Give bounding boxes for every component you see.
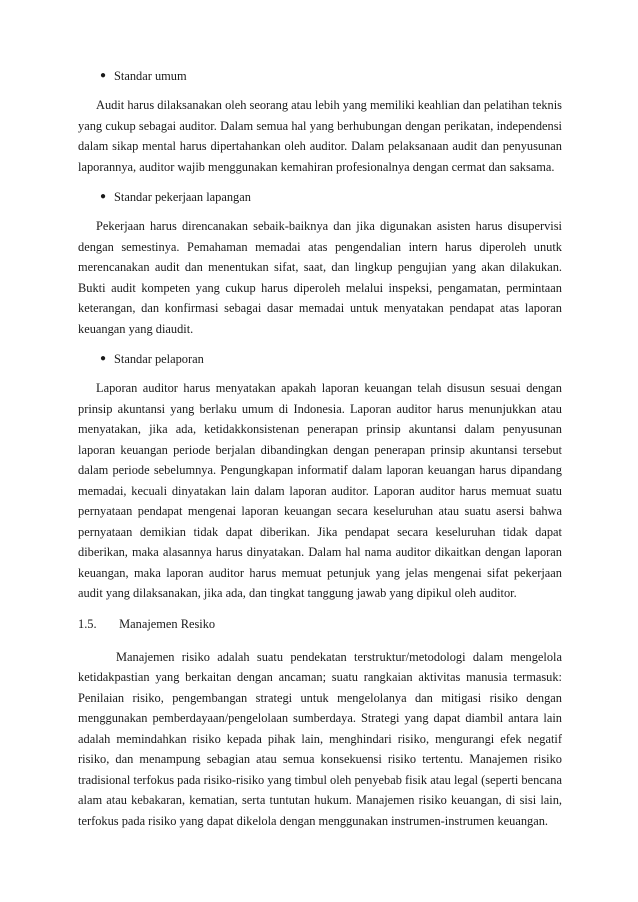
section-title: Manajemen Resiko xyxy=(119,616,216,631)
section-heading xyxy=(78,614,562,635)
document-page xyxy=(78,66,562,841)
bullet-dot-icon: ● xyxy=(100,70,107,81)
paragraph-standar-pekerjaan-lapangan: Pekerjaan harus direncanakan sebaik-baiknya dan jika digunakan asisten harus disupervisi dengan semestinya. Pemahaman memadai atas pengendalian intern harus diperoleh unutk merencanakan audit dan menentukan sifat, saat, dan lingkup pengujian yang akan dilakukan. Bukti audit kompeten yang cukup harus diperoleh melalui inspeksi, pengamatan, permintaan keterangan, dan konfirmasi sebagai dasar memadai untuk menyatakan pendapat atas laporan keuangan yang diaudit. xyxy=(78,219,562,336)
bullet-standar-pekerjaan-lapangan xyxy=(78,187,562,208)
paragraph-manajemen-resiko: Manajemen risiko adalah suatu pendekatan terstruktur/metodologi dalam mengelola ketidakpastian yang berkaitan dengan ancaman; suatu rangkaian aktivitas manusia termasuk: Penilaian risiko, pengembangan strategi untuk mengelolanya dan mitigasi risiko dengan menggunakan pemberdayaan/pengelolaan sumberdaya. Strategi yang dapat diambil antara lain adalah memindahkan risiko kepada pihak lain, menghindari risiko, mengurangi efek negatif risiko, dan menampung sebagian atau semua konsekuensi risiko tertentu. Manajemen risiko tradisional terfokus pada risiko-risiko yang timbul oleh penyebab fisik atau legal (seperti bencana alam atau kebakaran, kematian, serta tuntutan hukum. Manajemen risiko keuangan, di sisi lain, terfokus pada risiko yang dapat dikelola dengan menggunakan instrumen-instrumen keuangan. xyxy=(78,649,562,828)
bullet-dot-icon: ● xyxy=(100,191,107,202)
paragraph-standar-pelaporan: Laporan auditor harus menyatakan apakah laporan keuangan telah disusun sesuai dengan prinsip akuntansi yang berlaku umum di Indonesia. Laporan auditor harus menunjukkan atau menyatakan, jika ada, ketidakkonsistenan penerapan prinsip akuntansi dalam penyusunan laporan keuangan periode berjalan dibandingkan dengan penerapan prinsip akuntansi tersebut dalam periode sebelumnya. Pengungkapan informatif dalam laporan keuangan harus dipandang memadai, kecuali dinyatakan lain dalam laporan auditor. Laporan auditor harus memuat suatu pernyataan pendapat mengenai laporan keuangan secara keseluruhan atau suatu asersi bahwa pernyataan demikian tidak dapat diberikan. Jika pendapat secara keseluruhan tidak dapat diberikan, maka alasannya harus dinyatakan. Dalam hal nama auditor dikaitkan dengan laporan keuangan, maka laporan auditor harus memuat petunjuk yang jelas mengenai sifat pekerjaan audit yang dilaksanakan, jika ada, dan tingkat tanggung jawab yang dipikul oleh auditor. xyxy=(78,381,562,600)
bullet-label: Standar umum xyxy=(114,69,187,83)
bullet-standar-umum xyxy=(78,66,562,87)
bullet-label: Standar pekerjaan lapangan xyxy=(114,190,251,204)
bullet-label: Standar pelaporan xyxy=(114,352,204,366)
bullet-standar-pelaporan xyxy=(78,349,562,370)
section-number: 1.5. xyxy=(78,616,97,631)
bullet-dot-icon: ● xyxy=(100,353,107,364)
paragraph-standar-umum: Audit harus dilaksanakan oleh seorang atau lebih yang memiliki keahlian dan pelatihan teknis yang cukup sebagai auditor. Dalam semua hal yang berhubungan dengan perikatan, independensi dalam sikap mental harus dipertahankan oleh auditor. Dalam pelaksanaan audit dan penyusunan laporannya, auditor wajib menggunakan kemahiran profesionalnya dengan cermat dan saksama. xyxy=(78,98,562,174)
